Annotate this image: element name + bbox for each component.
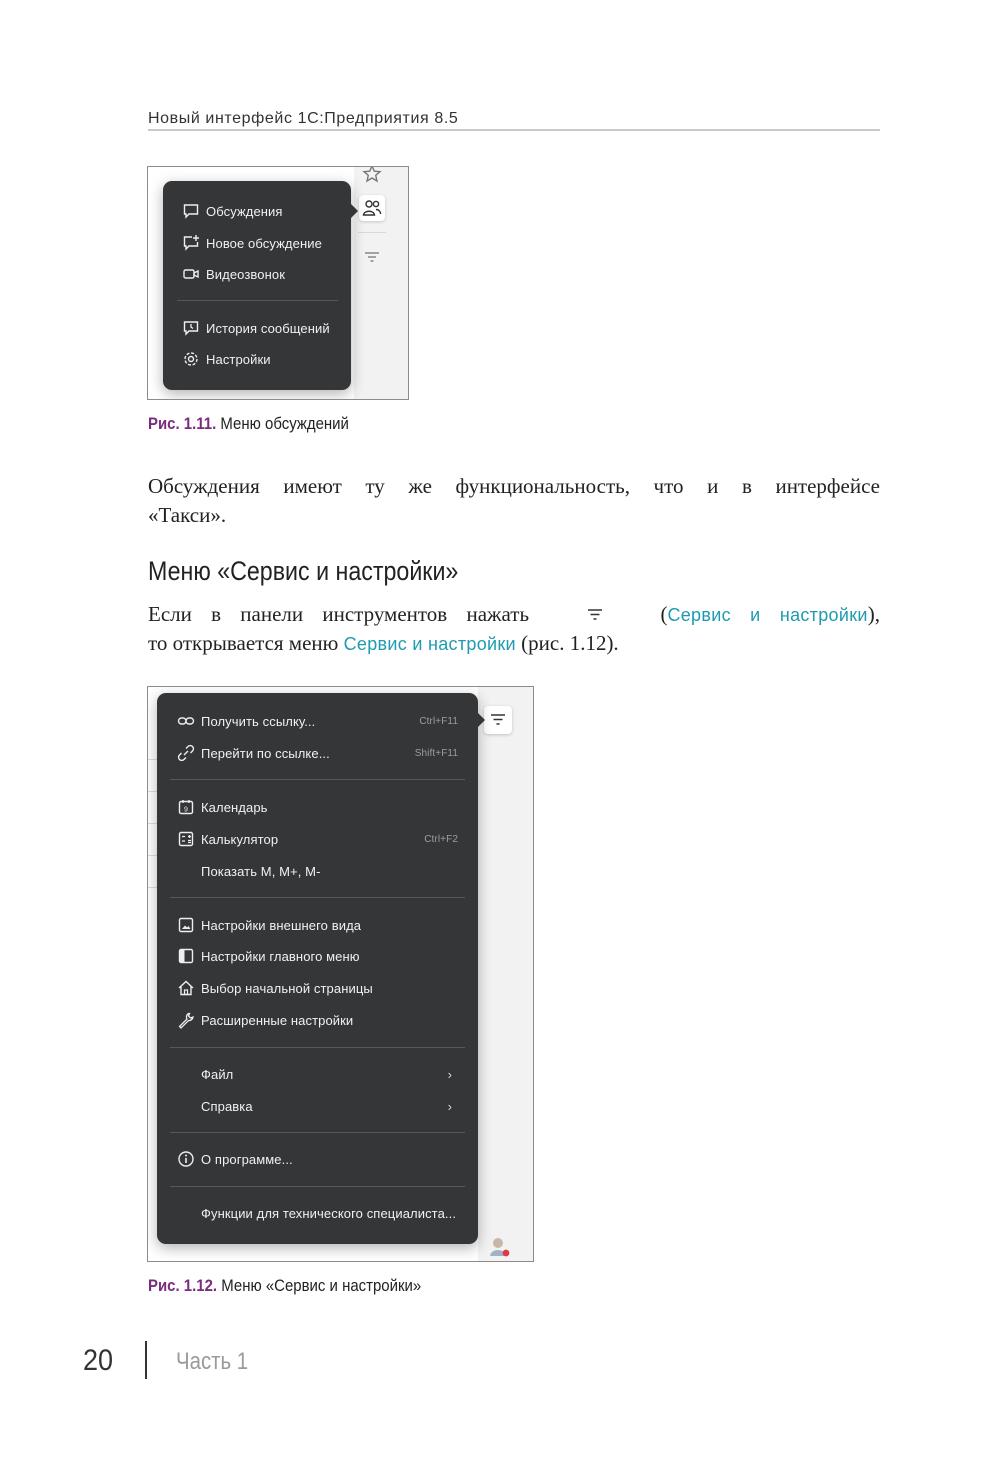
footer-divider <box>145 1341 147 1379</box>
menu-item-follow-link[interactable] <box>176 742 458 764</box>
section-heading: Меню «Сервис и настройки» <box>148 556 459 586</box>
menu-item-label: Получить ссылку... <box>201 713 316 729</box>
menu-divider <box>170 1047 465 1048</box>
menu-item-label: Функции для технического специалиста... <box>201 1205 457 1221</box>
info-icon <box>176 1149 196 1169</box>
wrench-icon <box>176 1010 196 1030</box>
menu-item-label: Показать M, M+, M- <box>201 863 321 879</box>
menu-item-label: Выбор начальной страницы <box>201 980 373 996</box>
paragraph-text: ( <box>660 602 668 626</box>
toolbar-strip <box>478 687 534 1262</box>
filter-icon <box>585 602 605 620</box>
menu-item-calendar[interactable] <box>176 796 458 818</box>
chat-add-icon <box>181 233 201 253</box>
menu-divider <box>177 300 338 301</box>
menu-item-main-menu-settings[interactable] <box>176 945 458 967</box>
footer-part-label: Часть 1 <box>176 1348 249 1375</box>
shortcut: Ctrl+F11 <box>419 715 458 727</box>
history-icon <box>181 318 201 338</box>
page-number: 20 <box>83 1344 114 1377</box>
figure-service-menu <box>147 686 534 1262</box>
paragraph-line: «Такси». <box>148 503 227 527</box>
menu-item-label: Настройки главного меню <box>201 948 360 964</box>
link-service-settings[interactable]: Сервис и настройки <box>667 605 868 625</box>
menu-item-label: История сообщений <box>206 320 330 336</box>
menu-item-start-page[interactable] <box>176 977 458 999</box>
chat-icon <box>181 201 201 221</box>
menu-item-settings[interactable] <box>181 348 341 370</box>
service-menu-icon[interactable] <box>359 244 385 270</box>
menu-item-message-history[interactable] <box>181 317 341 339</box>
figure-caption-1 <box>148 414 349 434</box>
calendar-icon <box>176 797 196 817</box>
shortcut: Ctrl+F2 <box>424 833 458 845</box>
image-icon <box>176 915 196 935</box>
paragraph-line: Обсуждения имеют ту же функциональность, что и в интерфейсе <box>148 474 880 498</box>
panel-icon <box>176 946 196 966</box>
paragraph-text: (рис. 1.12). <box>521 631 619 655</box>
service-settings-menu <box>157 693 478 1244</box>
menu-item-label: Видеозвонок <box>206 266 285 282</box>
svg-text:9: 9 <box>184 806 188 814</box>
menu-item-label: О программе... <box>201 1151 293 1167</box>
menu-divider <box>170 897 465 898</box>
link-go-icon <box>176 743 196 763</box>
home-icon <box>176 978 196 998</box>
paragraph-line <box>148 600 880 630</box>
paragraph-text: то открывается меню <box>148 631 339 655</box>
menu-item-label: Новое обсуждение <box>206 235 322 251</box>
menu-pointer <box>478 713 485 727</box>
caption-text: Меню обсуждений <box>220 414 349 433</box>
paragraph-text <box>660 600 880 630</box>
menu-item-label: Калькулятор <box>201 831 279 847</box>
menu-item-label: Настройки <box>206 351 271 367</box>
menu-item-help[interactable] <box>176 1095 452 1117</box>
caption-text: Меню «Сервис и настройки» <box>221 1276 422 1295</box>
menu-pointer <box>351 204 358 218</box>
figure-caption-2 <box>148 1276 421 1296</box>
menu-item-about[interactable] <box>176 1148 458 1170</box>
chevron-right-icon: › <box>447 1066 452 1082</box>
menu-item-show-memory[interactable] <box>176 860 458 882</box>
menu-item-label: Обсуждения <box>206 203 283 219</box>
menu-item-label: Перейти по ссылке... <box>201 745 330 761</box>
menu-item-discussions[interactable] <box>181 200 341 222</box>
shortcut: Shift+F11 <box>414 747 458 759</box>
running-head: Новый интерфейс 1С:Предприятия 8.5 <box>148 110 459 127</box>
discussions-icon[interactable] <box>359 195 385 221</box>
video-icon <box>181 264 201 284</box>
service-menu-icon[interactable] <box>484 706 512 734</box>
header-rule <box>148 129 880 131</box>
menu-item-get-link[interactable] <box>176 710 458 732</box>
paragraph-line <box>148 629 880 659</box>
toolbar-divider <box>358 232 386 233</box>
menu-item-file[interactable] <box>176 1063 452 1085</box>
menu-item-appearance-settings[interactable] <box>176 914 458 936</box>
gear-icon <box>181 349 201 369</box>
menu-item-new-discussion[interactable] <box>181 232 341 254</box>
user-avatar[interactable] <box>488 1235 510 1257</box>
menu-item-tech-functions[interactable] <box>176 1202 466 1224</box>
caption-number: Рис. 1.11. <box>148 414 217 433</box>
menu-item-advanced-settings[interactable] <box>176 1009 458 1031</box>
paragraph-text: ), <box>867 602 880 626</box>
calculator-icon <box>176 829 196 849</box>
menu-item-label: Справка <box>201 1098 253 1114</box>
menu-item-calculator[interactable] <box>176 828 458 850</box>
menu-item-label: Расширенные настройки <box>201 1012 354 1028</box>
menu-item-label: Настройки внешнего вида <box>201 917 362 933</box>
menu-item-video-call[interactable] <box>181 263 341 285</box>
paragraph-text: Если в панели инструментов нажать <box>148 602 530 626</box>
figure-discussions-menu <box>147 166 409 400</box>
star-icon[interactable] <box>359 166 385 187</box>
menu-item-label: Файл <box>201 1066 234 1082</box>
menu-divider <box>170 779 465 780</box>
chevron-right-icon: › <box>447 1098 452 1114</box>
caption-number: Рис. 1.12. <box>148 1276 218 1295</box>
menu-divider <box>170 1132 465 1133</box>
link-icon <box>176 711 196 731</box>
discussions-menu <box>163 181 351 390</box>
link-service-settings[interactable]: Сервис и настройки <box>343 634 516 654</box>
menu-divider <box>170 1186 465 1187</box>
menu-item-label: Календарь <box>201 799 268 815</box>
